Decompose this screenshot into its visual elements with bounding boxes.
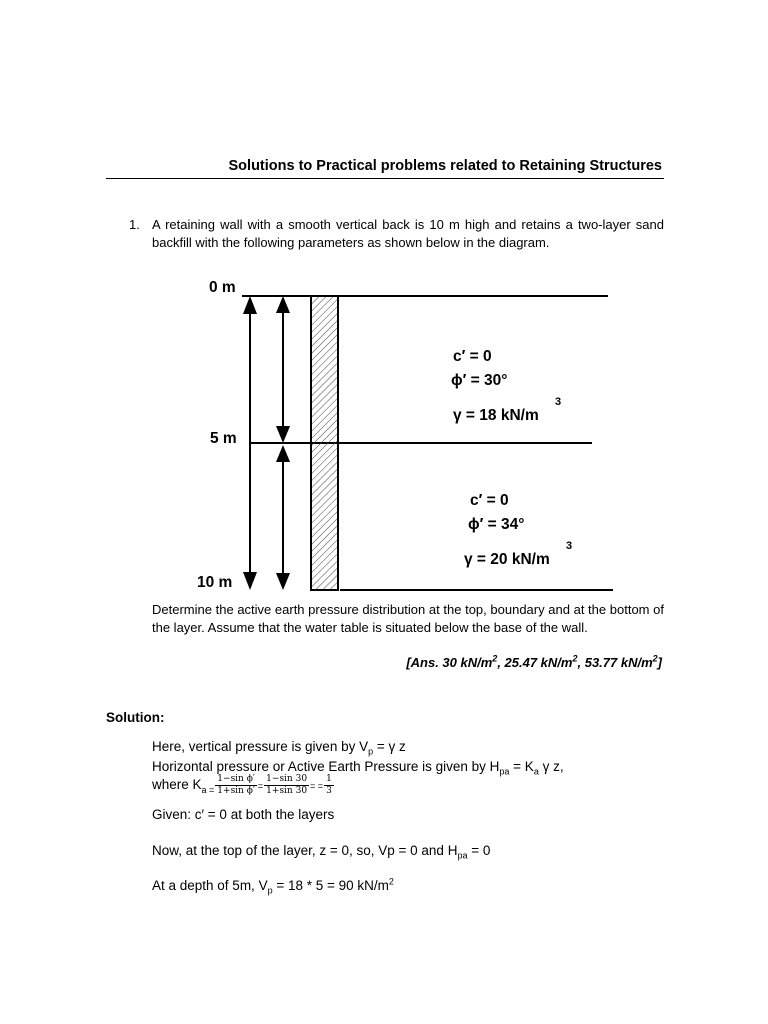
layer2-unit-weight: γ = 20 kN/m [464,551,550,568]
depth-label-top: 0 m [209,279,236,296]
layer1-cohesion: c′ = 0 [453,348,492,365]
depth-5m-line: At a depth of 5m, $V_p = 18 * 5 = 90$ $kN/m^2$ [152,876,394,896]
question-number: 1. [129,217,140,232]
layer1-unit-exponent: 3 [555,396,562,408]
given-line: Given: c′ = 0 at both the layers [152,807,335,822]
layer1-thickness-arrow [276,296,290,443]
vertical-pressure-line: Here, vertical pressure is given by $V_p = \gamma$ z [152,739,406,757]
ka-formula-line: where $K_{a =}$ $\frac{\text{1−sin ϕ′}}{\text{1+sin ϕ′}}$ = $\frac{1-\sin 30}{1+\sin 30}$ = = $\frac{1}{3}$ [152,774,332,796]
layer1-unit-weight: γ = 18 kN/m [453,407,539,424]
solution-heading: Solution: [106,710,165,725]
top-pressure-line: Now, at the top of the layer, z = 0, so, Vp = 0 and $H_{pa} = 0$ [152,843,491,861]
layer2-thickness-arrow [276,445,290,590]
ka-result-fraction: $\frac{1}{3}$ [326,774,332,796]
layer1-friction-angle: ϕ′ = 30° [451,372,508,389]
page-title: Solutions to Practical problems related to Retaining Structures [228,158,662,174]
retaining-wall [311,296,338,590]
layer2-unit-exponent: 3 [566,540,573,552]
horizontal-pressure-line: Horizontal pressure or Active Earth Pressure is given by $H_{pa} = K_a$ γ z, [152,759,564,777]
layer2-cohesion: c′ = 0 [470,492,509,509]
answer-line: [Ans. 30 $kN/m^2$, 25.47 $kN/m^2$, 53.77 $kN/m^2$] [406,653,662,670]
ka-substituted-fraction: $\frac{1-\sin 30}{1+\sin 30}$ [266,774,308,796]
ka-general-fraction: $\frac{\text{1−sin ϕ′}}{\text{1+sin ϕ′}}$ [217,774,255,796]
layer2-friction-angle: ϕ′ = 34° [468,516,525,533]
question-text: A retaining wall with a smooth vertical back is 10 m high and retains a two-layer sand backfill with the following parameters as shown below in the diagram. [152,217,664,250]
task-text: Determine the active earth pressure distribution at the top, boundary and at the bottom of the layer. Assume that the water table is situated below the base of the wall. [152,602,664,635]
depth-label-mid: 5 m [210,430,237,447]
depth-label-bottom: 10 m [197,574,233,591]
